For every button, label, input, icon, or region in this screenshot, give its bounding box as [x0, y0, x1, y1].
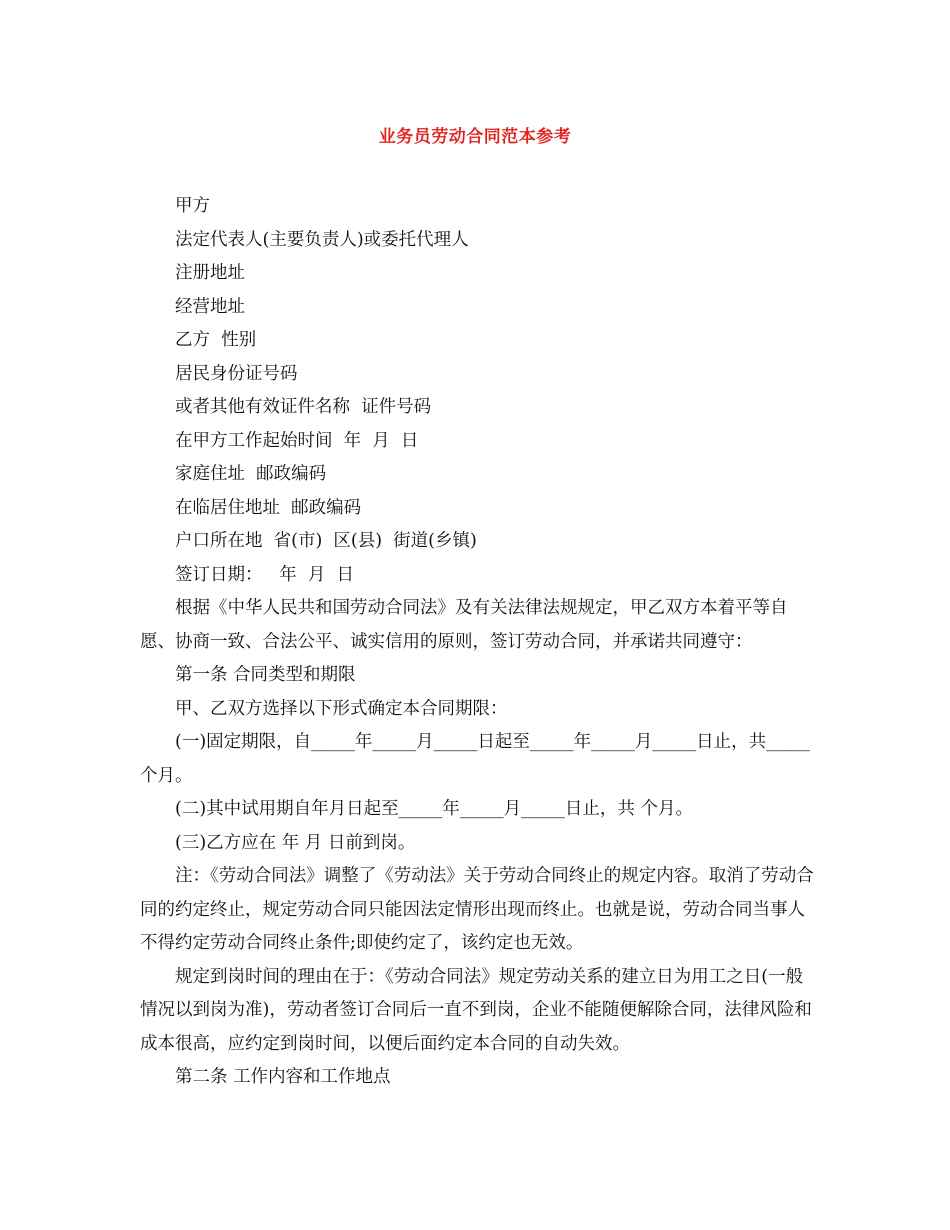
note-paragraph-1: 注：《劳动合同法》调整了《劳动法》关于劳动合同终止的规定内容。取消了劳动合同的约定终止，规定劳动合同只能因法定情形出现而终止。也就是说，劳动合同当事人不得约定劳动合同终止条件;即使约定了，该约定也无效。	[140, 866, 814, 953]
intro-paragraph: 根据《中华人民共和国劳动合同法》及有关法律法规规定，甲乙双方本着平等自愿、协商一致、合法公平、诚实信用的原则，签订劳动合同，并承诺共同遵守：	[140, 598, 788, 652]
document-body	[140, 190, 815, 1095]
article1-item1: (一)固定期限，自_____年_____月_____日起至_____年_____月_____日止，共_____个月。	[140, 732, 810, 786]
start-date-line: 在甲方工作起始时间 年 月 日	[175, 430, 419, 451]
document-title: 业务员劳动合同范本参考	[378, 127, 572, 147]
note-paragraph-2: 规定到岗时间的理由在于：《劳动合同法》规定劳动关系的建立日为用工之日(一般情况以到岗为准)，劳动者签订合同后一直不到岗，企业不能随便解除合同，法律风险和成本很高，应约定到岗时间，以便后面约定本合同的自动失效。	[140, 966, 812, 1054]
article1-line1: 甲、乙双方选择以下形式确定本合同期限：	[175, 698, 508, 719]
home-address-line: 家庭住址 邮政编码	[175, 464, 327, 484]
article1-item3: (三)乙方应在 年 月 日前到岗。	[175, 832, 416, 853]
legal-representative-line: 法定代表人(主要负责人)或委托代理人	[175, 229, 469, 250]
article1-item2: (二)其中试用期自年月日起至_____年_____月_____日止，共 个月。	[175, 799, 693, 819]
household-registration-line: 户口所在地 省(市) 区(县) 街道(乡镇)	[175, 531, 477, 551]
signing-date-line: 签订日期： 年 月 日	[175, 564, 354, 585]
party-b-gender-line: 乙方 性别	[175, 330, 257, 350]
article2-heading: 第二条 工作内容和工作地点	[175, 1067, 391, 1087]
party-a-line: 甲方	[175, 196, 210, 216]
business-address-line: 经营地址	[175, 296, 245, 317]
registered-address-line: 注册地址	[175, 263, 245, 283]
id-number-line: 居民身份证号码	[175, 363, 298, 384]
article1-heading: 第一条 合同类型和期限	[175, 665, 356, 685]
other-id-line: 或者其他有效证件名称 证件号码	[175, 397, 432, 417]
temporary-address-line: 在临居住地址 邮政编码	[175, 497, 362, 518]
